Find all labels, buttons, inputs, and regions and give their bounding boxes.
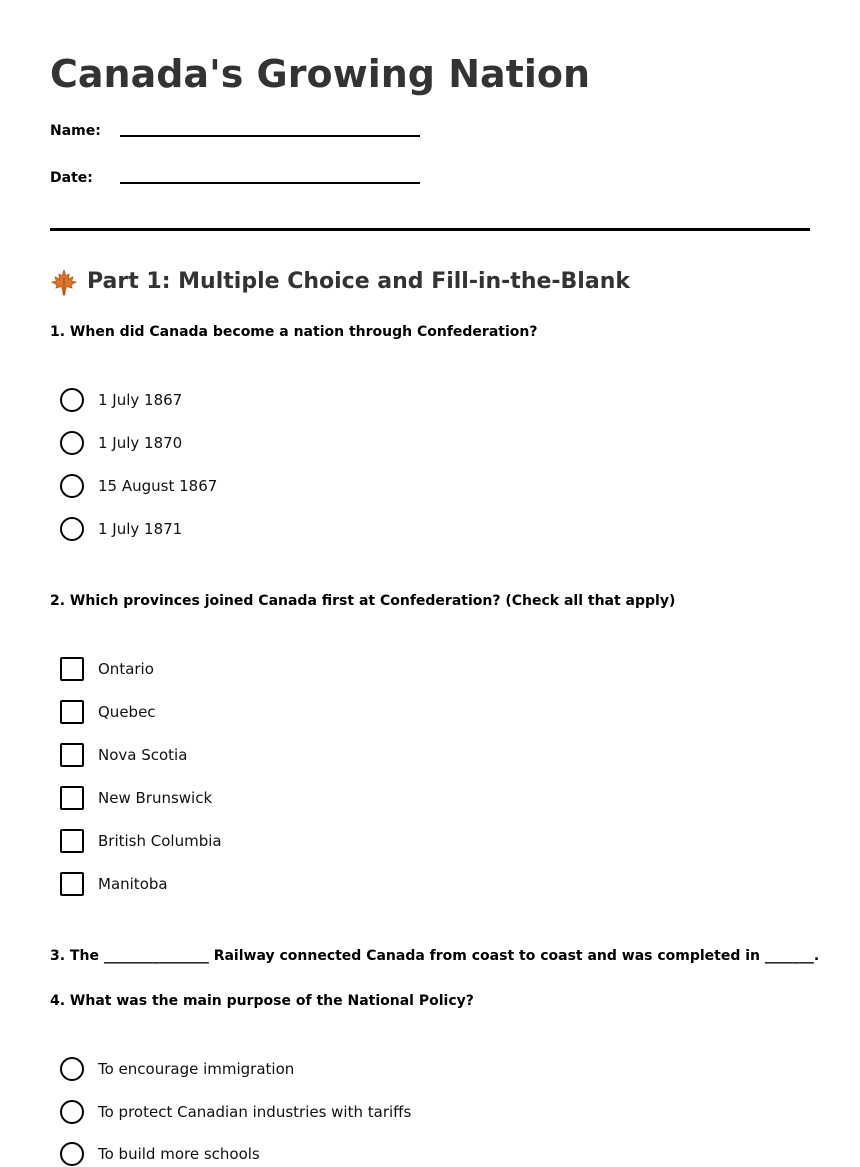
option-label: New Brunswick bbox=[98, 789, 213, 807]
checkbox[interactable] bbox=[60, 657, 84, 681]
section-title bbox=[50, 266, 630, 298]
checkbox[interactable] bbox=[60, 743, 84, 767]
q1-option-4[interactable] bbox=[60, 516, 182, 542]
q1-option-2[interactable] bbox=[60, 430, 182, 456]
name-field[interactable] bbox=[50, 122, 430, 146]
option-label: Nova Scotia bbox=[98, 746, 188, 764]
option-label: Manitoba bbox=[98, 875, 168, 893]
q2-option-manitoba[interactable] bbox=[60, 871, 168, 897]
radio-button[interactable] bbox=[60, 1057, 84, 1081]
question-2: 2. Which provinces joined Canada first at Confederation? (Check all that apply) bbox=[50, 593, 676, 609]
date-field[interactable] bbox=[50, 169, 430, 193]
option-label: To encourage immigration bbox=[98, 1060, 295, 1078]
radio-button[interactable] bbox=[60, 1142, 84, 1166]
q1-option-3[interactable] bbox=[60, 473, 217, 499]
date-input-line[interactable] bbox=[120, 182, 420, 184]
section-title-text: Part 1: Multiple Choice and Fill-in-the-Blank bbox=[87, 269, 630, 294]
question-1: 1. When did Canada become a nation through Confederation? bbox=[50, 324, 538, 340]
q1-option-1[interactable] bbox=[60, 387, 182, 413]
date-label: Date: bbox=[50, 170, 93, 186]
checkbox[interactable] bbox=[60, 700, 84, 724]
radio-button[interactable] bbox=[60, 474, 84, 498]
radio-button[interactable] bbox=[60, 517, 84, 541]
checkbox[interactable] bbox=[60, 872, 84, 896]
name-input-line[interactable] bbox=[120, 135, 420, 137]
option-label: British Columbia bbox=[98, 832, 222, 850]
q2-option-new-brunswick[interactable] bbox=[60, 785, 212, 811]
q2-option-nova-scotia[interactable] bbox=[60, 742, 187, 768]
q4-option-1[interactable] bbox=[60, 1056, 294, 1082]
question-3: 3. The _______________ Railway connected Canada from coast to coast and was completed in _______. bbox=[50, 948, 820, 964]
maple-leaf-icon bbox=[50, 268, 78, 296]
radio-button[interactable] bbox=[60, 431, 84, 455]
title-divider bbox=[50, 228, 810, 231]
checkbox[interactable] bbox=[60, 829, 84, 853]
page-title: Canada's Growing Nation bbox=[50, 52, 590, 96]
checkbox[interactable] bbox=[60, 786, 84, 810]
name-label: Name: bbox=[50, 123, 101, 139]
option-label: 1 July 1871 bbox=[98, 520, 183, 538]
radio-button[interactable] bbox=[60, 1100, 84, 1124]
option-label: Quebec bbox=[98, 703, 156, 721]
radio-button[interactable] bbox=[60, 388, 84, 412]
option-label: 15 August 1867 bbox=[98, 477, 218, 495]
question-4: 4. What was the main purpose of the National Policy? bbox=[50, 993, 474, 1009]
option-label: To protect Canadian industries with tariffs bbox=[98, 1103, 412, 1121]
q4-option-3[interactable] bbox=[60, 1141, 260, 1167]
q4-option-2[interactable] bbox=[60, 1099, 411, 1125]
q2-option-british-columbia[interactable] bbox=[60, 828, 222, 854]
q2-option-quebec[interactable] bbox=[60, 699, 156, 725]
q2-option-ontario[interactable] bbox=[60, 656, 154, 682]
option-label: Ontario bbox=[98, 660, 154, 678]
option-label: To build more schools bbox=[98, 1145, 260, 1163]
option-label: 1 July 1867 bbox=[98, 391, 183, 409]
option-label: 1 July 1870 bbox=[98, 434, 183, 452]
